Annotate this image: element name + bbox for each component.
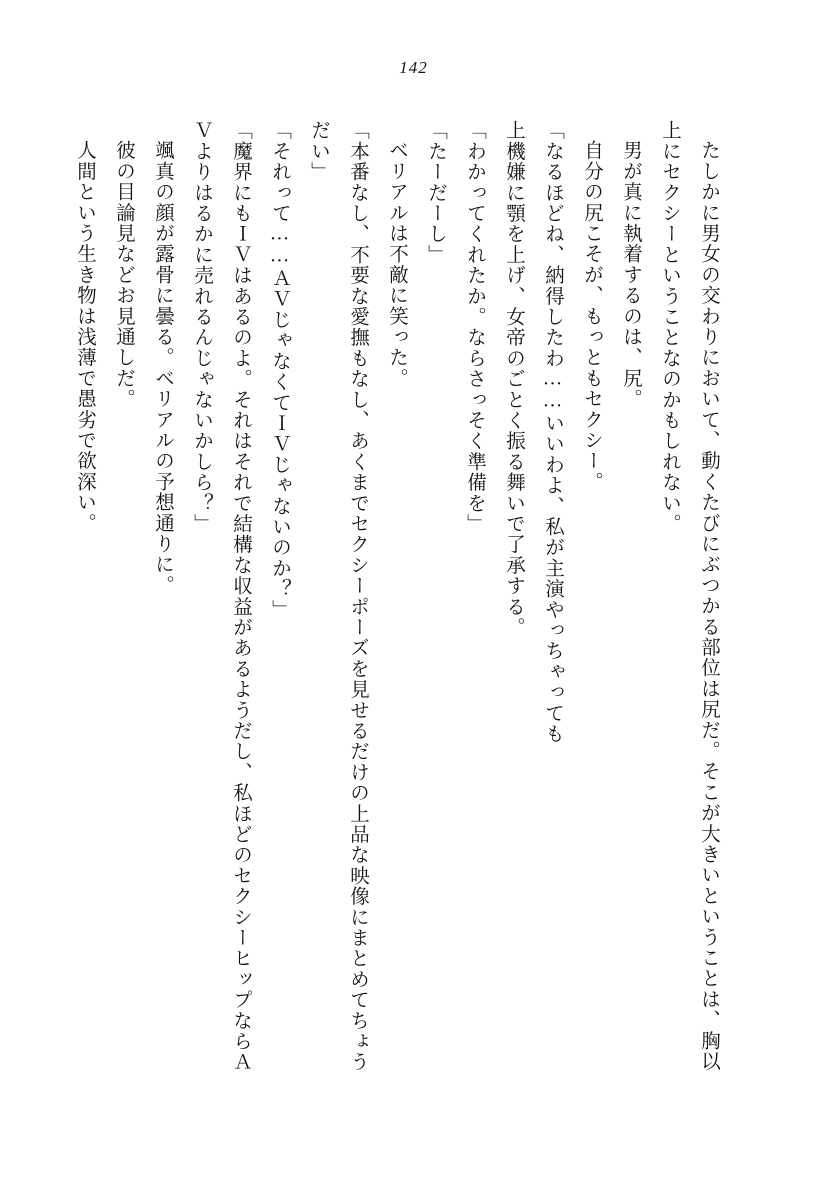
paragraph: 人間という生き物は浅薄で愚劣で欲深い。	[74, 139, 95, 533]
paragraph: 自分の尻こそが、もっともセクシー。	[581, 139, 602, 492]
paragraph: 彼の目論見などお見通しだ。	[113, 139, 134, 409]
page-number: 142	[399, 58, 428, 77]
paragraph: 「なるほどね、納得したわ……いいわよ、私が主演やっちゃっても	[542, 120, 563, 744]
paragraph: 颯真の顔が露骨に曇る。ベリアルの予想通りに。	[152, 139, 173, 595]
page-body-text	[74, 120, 728, 1080]
paragraph: 「たーだーし」	[425, 120, 446, 265]
paragraph: 「それって……ＡＶじゃなくてＩＶじゃないのか？」	[269, 120, 290, 620]
paragraph: 「魔界にもＩＶはあるのよ。それはそれで結構な収益があるようだし、私ほどのセクシーヒップならＡＶよりはるかに売れるんじゃないかしら？」	[191, 120, 251, 1073]
paragraph: 男が真に執着するのは、尻。	[620, 139, 641, 409]
paragraph: 「本番なし、不要な愛撫もなし、あくまでセクシーポーズを見せるだけの上品な映像にまとめてちょうだい」	[308, 120, 368, 1073]
paragraph: ベリアルは不敵に笑った。	[386, 139, 407, 388]
paragraph: たしかに男女の交わりにおいて、動くたびにぶつかる部位は尻だ。そこが大きいということは、胸以上にセクシーということなのかもしれない。	[659, 120, 719, 1071]
paragraph: 「わかってくれたか。ならさっそく準備を」	[464, 120, 485, 534]
paragraph: 上機嫌に顎を上げ、女帝のごとく振る舞いで了承する。	[503, 120, 524, 638]
